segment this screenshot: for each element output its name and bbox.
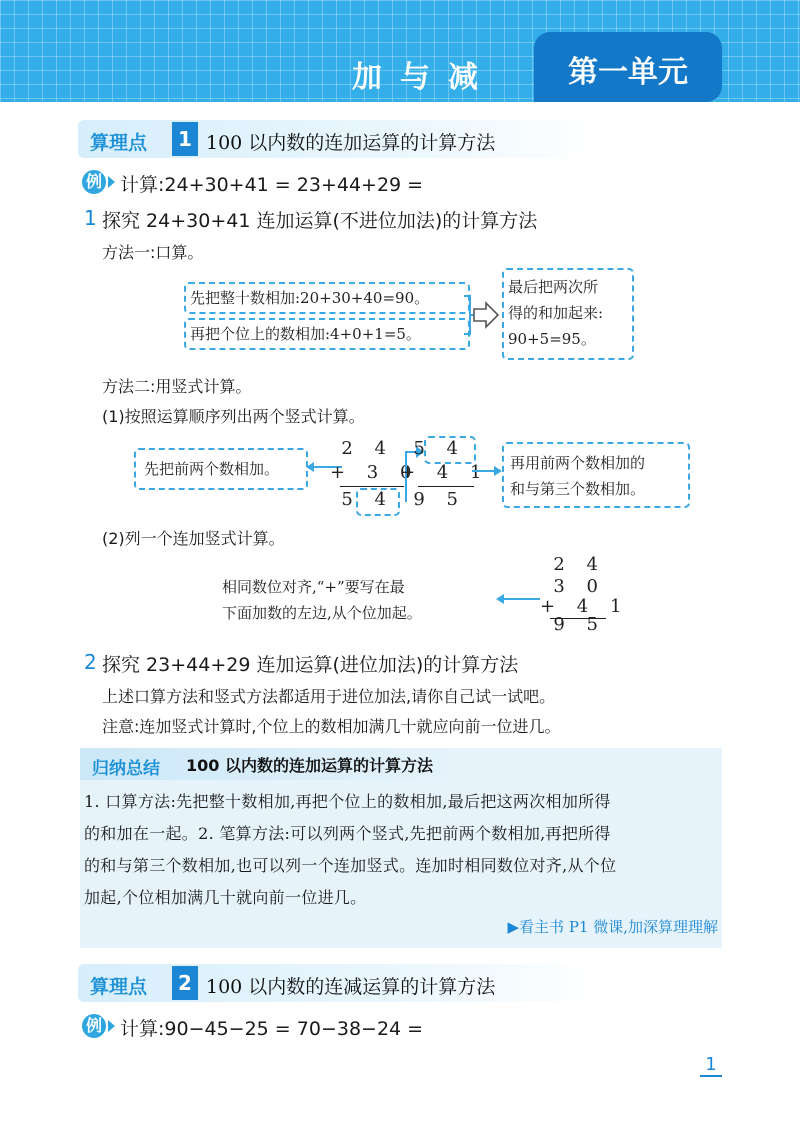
- example-badge: 例: [82, 170, 106, 194]
- method2-text: 方法二:用竖式计算。: [102, 377, 252, 396]
- box-first-two-text: 先把前两个数相加。: [144, 460, 280, 478]
- box-second-line-2: 和与第三个数相加。: [510, 480, 646, 498]
- alignment-note: [222, 574, 422, 626]
- box-final-line-3: 90+5=95。: [508, 330, 596, 348]
- right-arrow-icon: [470, 464, 504, 478]
- alignment-note-line-1: 相同数位对齐,“+”要写在最: [222, 578, 405, 596]
- box-tens-sum-text: 先把整十数相加:20+30+40=90。: [190, 289, 430, 307]
- section2-label: 算理点: [90, 976, 148, 998]
- vertical3-line3: + 4 1: [540, 596, 630, 617]
- box-ones-sum-text: 再把个位上的数相加:4+0+1=5。: [190, 325, 421, 343]
- summary-line-2: 的和加在一起。2. 笔算方法:可以列两个竖式,先把前两个数相加,再把所得: [84, 824, 611, 843]
- section1-number: 1: [172, 122, 198, 156]
- vertical2-rule: [418, 486, 474, 487]
- step1-number: 1: [84, 206, 97, 230]
- section2-number: 2: [172, 966, 198, 1000]
- method1-text: 方法一:口算。: [102, 243, 204, 262]
- step2-title: 探究 23+44+29 连加运算(进位加法)的计算方法: [102, 654, 519, 676]
- microlesson-link[interactable]: ▶看主书 P1 微课,加深算理理解: [507, 918, 718, 936]
- step1-title: 探究 24+30+41 连加运算(不进位加法)的计算方法: [102, 210, 538, 232]
- sub2-text: (2)列一个连加竖式计算。: [102, 529, 285, 548]
- alignment-note-line-2: 下面加数的左边,从个位加起。: [222, 604, 422, 622]
- example2-text: 计算:90−45−25 = 70−38−24 =: [120, 1018, 424, 1040]
- box-second-add-text: [510, 450, 645, 502]
- step2-line2: 注意:连加竖式计算时,个位上的数相加满几十就应向前一位进几。: [102, 717, 561, 736]
- summary-title: 100 以内数的连加运算的计算方法: [186, 756, 433, 775]
- vertical2-line2: + 4 1: [400, 462, 490, 483]
- vertical2-result: 9 5: [413, 489, 466, 510]
- summary-line-1: 1. 口算方法:先把整十数相加,再把个位上的数相加,最后把这两次相加所得: [84, 792, 611, 811]
- vertical1-rule: [340, 486, 404, 487]
- vertical3-line1: 2 4: [553, 554, 606, 575]
- section1-label: 算理点: [90, 132, 148, 154]
- step2-number: 2: [84, 650, 97, 674]
- chapter-title: 加与减: [352, 60, 496, 95]
- box-second-line-1: 再用前两个数相加的: [510, 454, 646, 472]
- vertical1-line1: 2 4: [341, 438, 394, 459]
- vertical1-result: 5 4: [341, 489, 394, 510]
- example2-arrow-icon: [108, 1020, 115, 1032]
- vertical1-line2: + 3 0: [330, 462, 420, 483]
- vertical2-line1: 5 4: [413, 438, 466, 459]
- left-arrow-icon-2: [494, 592, 542, 606]
- box-final-line-2: 得的和加起来:: [508, 304, 604, 322]
- unit-tab: 第一单元: [534, 32, 722, 102]
- brace-arrow-icon: [462, 282, 502, 348]
- example2-badge: 例: [82, 1014, 106, 1038]
- sub1-text: (1)按照运算顺序列出两个竖式计算。: [102, 407, 365, 426]
- summary-line-4: 加起,个位相加满几十就向前一位进几。: [84, 888, 367, 907]
- vertical3-result: 9 5: [553, 614, 606, 635]
- page-number: 1: [700, 1054, 722, 1077]
- example1-text: 计算:24+30+41 = 23+44+29 =: [120, 174, 424, 196]
- summary-line-3: 的和与第三个数相加,也可以列一个连加竖式。连加时相同数位对齐,从个位: [84, 856, 617, 875]
- example-arrow-icon: [108, 176, 115, 188]
- vertical3-line2: 3 0: [553, 576, 606, 597]
- summary-label: 归纳总结: [92, 759, 160, 779]
- box-final-sum-text: [508, 274, 603, 352]
- box-final-line-1: 最后把两次所: [508, 278, 599, 296]
- section1-title: 100 以内数的连加运算的计算方法: [206, 132, 496, 154]
- step2-line1: 上述口算方法和竖式方法都适用于进位加法,请你自己试一试吧。: [102, 687, 556, 706]
- section2-title: 100 以内数的连减运算的计算方法: [206, 976, 496, 998]
- summary-text: [84, 786, 718, 914]
